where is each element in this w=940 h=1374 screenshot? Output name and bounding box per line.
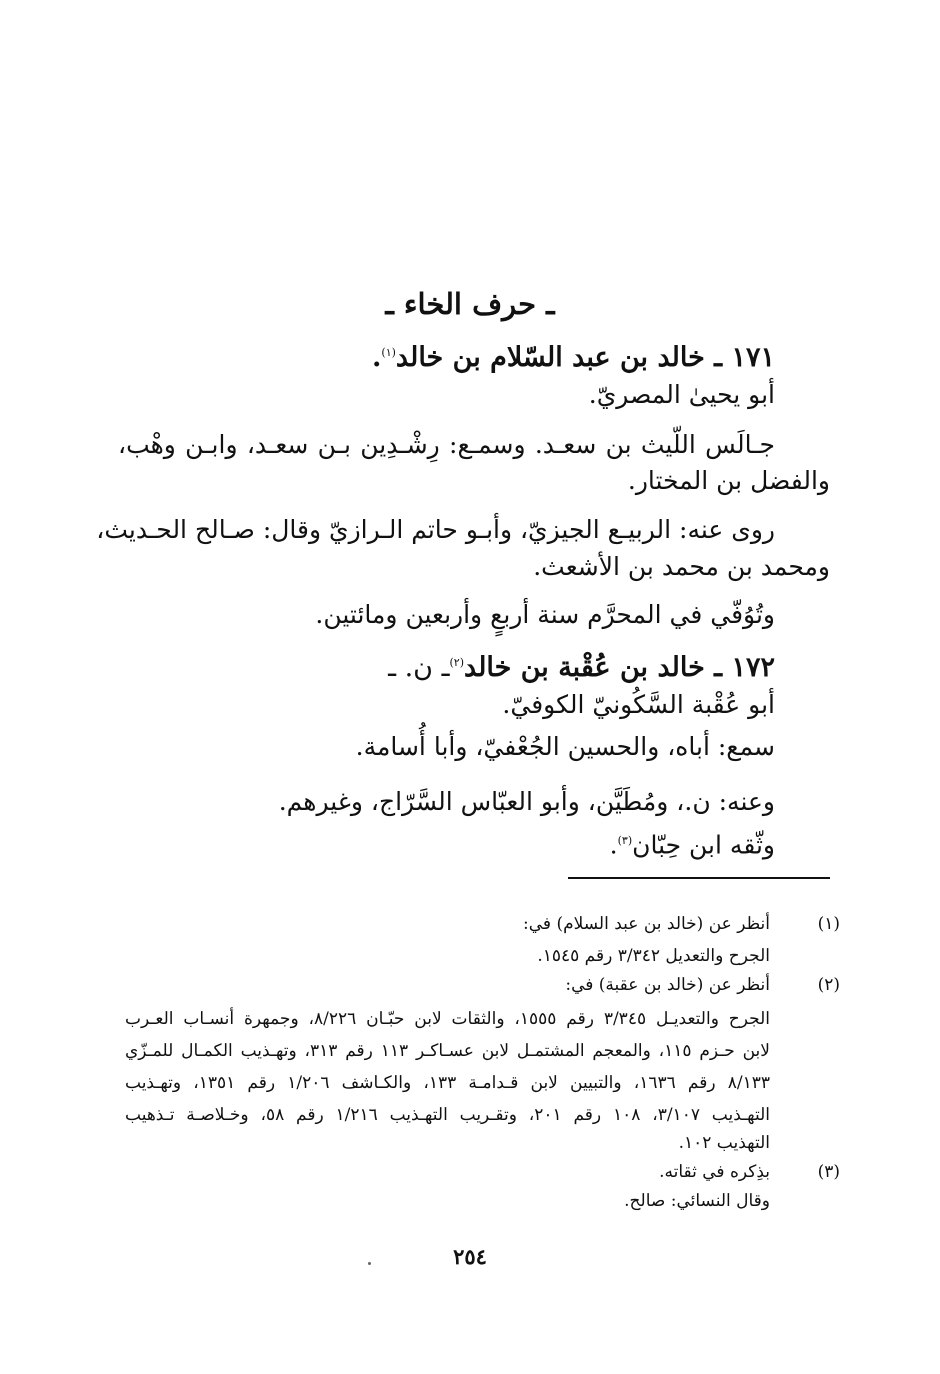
- entry-172-tawthiq: وثّقه ابن حِبّان$^{(٣)}$.: [609, 830, 775, 860]
- footnote-ref-3: (٣): [617, 834, 633, 847]
- footnote-3-line-2: وقال النسائي: صالح.: [624, 1191, 770, 1211]
- footnote-separator: [568, 877, 830, 879]
- scan-speck: [368, 1262, 371, 1265]
- entry-172-title: ١٧٢ ـ خالد بن عُقْبة بن خالد$^{(٢)}$ـ ن. ـ: [388, 652, 775, 683]
- footnote-ref-2: (٢): [449, 656, 465, 669]
- entry-171-narrators-line-1: روى عنه: الربيـع الجيزيّ، وأبـو حاتم الـرازيّ وقال: صـالح الحـديث،: [96, 515, 775, 544]
- entry-172-heard: سمع: أباه، والحسين الجُعْفيّ، وأبا أُسامة.: [355, 732, 775, 761]
- footnote-2-line-5: التهـذيب ٣/١٠٧، ١٠٨ رقم ٢٠١، وتقـريب التهـذيب ١/٢١٦ رقم ٥٨، وخـلاصـة تـذهيب: [125, 1105, 770, 1125]
- entry-171-kunya: أبو يحيىٰ المصريّ.: [588, 380, 775, 409]
- footnote-1-number: (١): [817, 914, 840, 934]
- footnote-1-line-1: أنظر عن (خالد بن عبد السلام) في:: [523, 914, 770, 934]
- entry-171-death: وتُوُفّي في المحرَّم سنة أربعٍ وأربعين ومائتين.: [315, 600, 775, 629]
- footnote-2-line-2: الجرح والتعديـل ٣/٣٤٥ رقم ١٥٥٥، والثقات لابن حبّـان ٨/٢٢٦، وجمهرة أنسـاب العـرب: [125, 1009, 771, 1029]
- chapter-heading: ـ حرف الخاء ـ: [385, 287, 555, 321]
- footnote-1-line-2: الجرح والتعديل ٣/٣٤٢ رقم ١٥٤٥.: [537, 946, 770, 966]
- footnote-3-line-1: بذِكره في ثقاته.: [659, 1162, 770, 1182]
- page-number: ٢٥٤: [453, 1244, 487, 1269]
- footnote-3-number: (٣): [817, 1162, 840, 1182]
- entry-172-narrators: وعنه: ن.، ومُطَيَّن، وأبو العبّاس السَّرّاج، وغيرهم.: [278, 787, 775, 816]
- entry-171-heard-line-2: والفضل بن المختار.: [627, 466, 830, 495]
- entry-171-narrators-line-2: ومحمد بن محمد بن الأشعث.: [533, 552, 830, 581]
- entry-172-kunya: أبو عُقْبة السَّكُونيّ الكوفيّ.: [502, 690, 775, 719]
- entry-171-title: ١٧١ ـ خالد بن عبد السّلام بن خالد$^{(١)}$.: [372, 342, 775, 373]
- footnote-2-line-6: التهذيب ١٠٢.: [678, 1133, 770, 1153]
- footnote-2-line-1: أنظر عن (خالد بن عقبة) في:: [565, 975, 770, 995]
- entry-171-heard-line-1: جـالَس اللّيث بن سعـد. وسمـع: رِشْـدِين بـن سعـد، وابـن وهْب،: [118, 430, 775, 459]
- footnote-2-number: (٢): [817, 975, 840, 995]
- footnote-ref-1: (١): [381, 346, 396, 359]
- footnote-2-line-3: لابن حـزم ١١٥، والمعجم المشتمـل لابن عسـاكـر ١١٣ رقم ٣١٣، وتهـذيب الكمـال للمـزّي: [125, 1041, 770, 1061]
- footnote-2-line-4: ٨/١٣٣ رقم ١٦٣٦، والتبيين لابن قـدامـة ١٣٣، والكـاشف ١/٢٠٦ رقم ١٣٥١، وتهـذيب: [125, 1073, 771, 1093]
